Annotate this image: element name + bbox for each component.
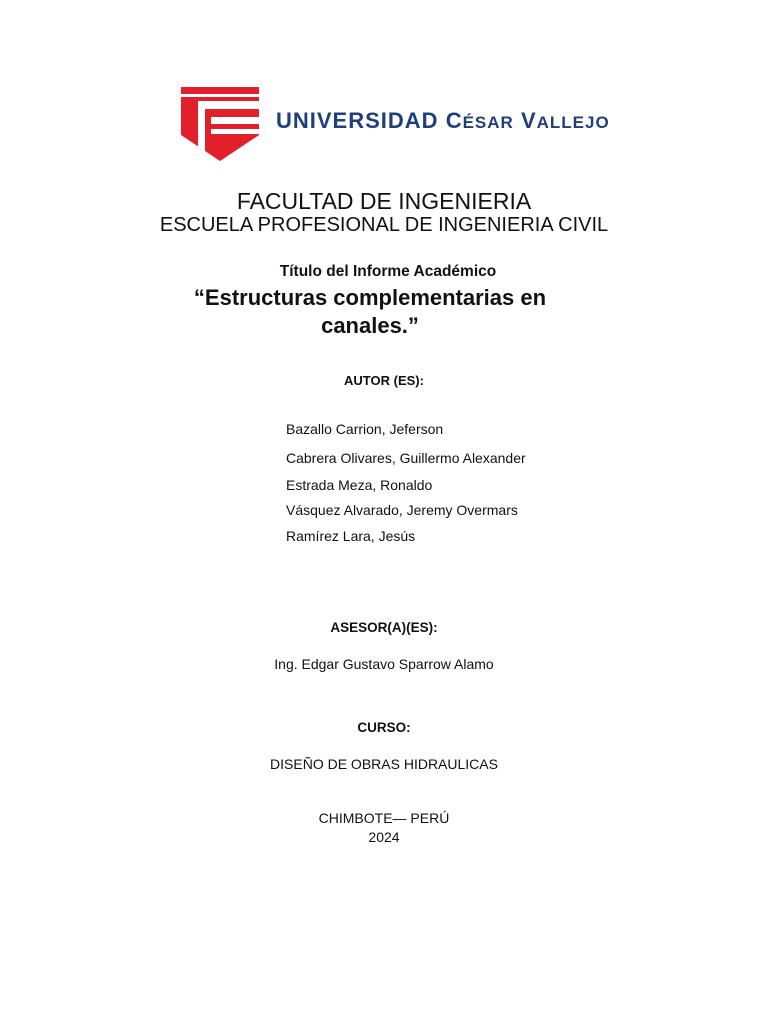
authors-heading: AUTOR (ES): [344,373,424,388]
course-heading: CURSO: [357,720,411,735]
report-title-line-2: canales.” [321,313,419,338]
report-title-label: Título del Informe Académico [279,263,497,280]
faculty-name: FACULTAD DE INGENIERIA [236,188,532,214]
place: CHIMBOTE— PERÚ [318,810,450,826]
report-title [150,284,590,340]
author-name: Cabrera Olivares, Guillermo Alexander [286,450,526,466]
author-name: Bazallo Carrion, Jeferson [286,421,444,437]
advisor-heading: ASESOR(A)(ES): [330,620,438,635]
report-title-line-1: “Estructuras complementarias en [193,285,547,310]
advisor-name: Ing. Edgar Gustavo Sparrow Alamo [274,656,494,672]
author-name: Vásquez Alvarado, Jeremy Overmars [286,502,518,518]
university-logo-icon [181,87,261,161]
author-name: Ramírez Lara, Jesús [286,528,416,544]
year: 2024 [368,829,400,845]
author-name: Estrada Meza, Ronaldo [286,477,433,493]
school-name: ESCUELA PROFESIONAL DE INGENIERIA CIVIL [159,214,609,236]
university-name: UNIVERSIDAD CÉSAR VALLEJO [276,108,610,133]
course-name: DISEÑO DE OBRAS HIDRAULICAS [270,756,498,772]
